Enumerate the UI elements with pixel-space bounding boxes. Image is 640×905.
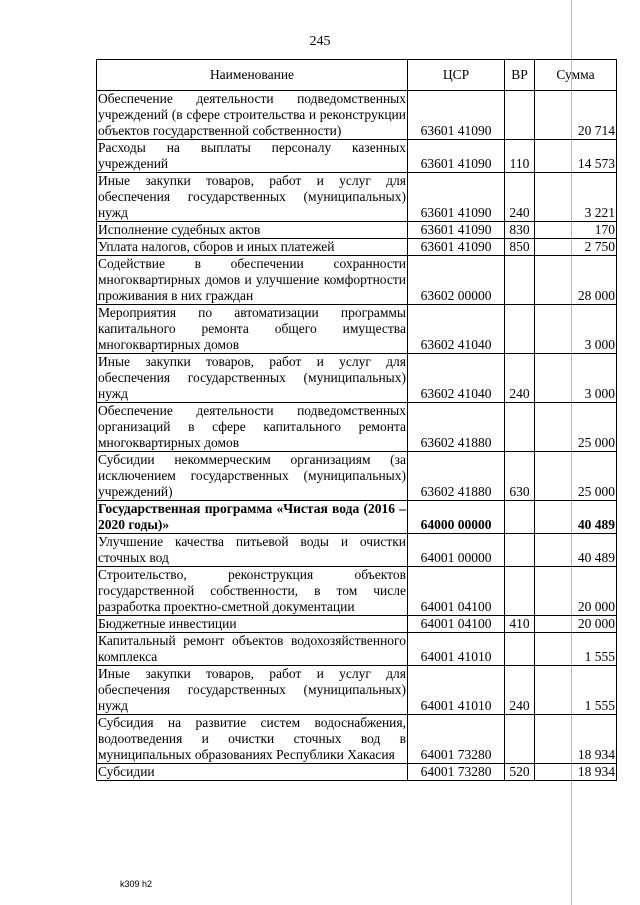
cell-vr bbox=[505, 501, 535, 534]
header-csr: ЦСР bbox=[408, 60, 505, 91]
cell-csr: 63602 41880 bbox=[408, 452, 505, 501]
cell-csr: 63602 00000 bbox=[408, 256, 505, 305]
cell-name: Иные закупки товаров, работ и услуг для обеспечения государственных (муниципальных) нужд bbox=[98, 173, 406, 220]
table-row bbox=[97, 354, 617, 403]
table-row bbox=[97, 173, 617, 222]
cell-sum: 40 489 bbox=[535, 534, 617, 567]
cell-name: Уплата налогов, сборов и иных платежей bbox=[97, 239, 408, 256]
cell-name: Содействие в обеспечении сохранности многоквартирных домов и улучшение комфортности проживания в них граждан bbox=[98, 256, 406, 303]
cell-name: Капитальный ремонт объектов водохозяйственного комплекса bbox=[98, 633, 406, 664]
cell-vr bbox=[505, 633, 535, 666]
table-row bbox=[97, 715, 617, 764]
cell-csr: 64000 00000 bbox=[408, 501, 505, 534]
cell-csr: 63601 41090 bbox=[408, 91, 505, 140]
table-row bbox=[97, 666, 617, 715]
cell-vr bbox=[505, 403, 535, 452]
budget-table bbox=[96, 59, 617, 781]
cell-vr bbox=[505, 91, 535, 140]
cell-sum: 3 221 bbox=[535, 173, 617, 222]
cell-sum: 40 489 bbox=[535, 501, 617, 534]
table-row bbox=[97, 452, 617, 501]
table-row bbox=[97, 764, 617, 781]
cell-csr: 64001 73280 bbox=[408, 715, 505, 764]
table-row bbox=[97, 403, 617, 452]
cell-name: Государственная программа «Чистая вода (2016 – 2020 годы)» bbox=[98, 501, 406, 532]
cell-name: Иные закупки товаров, работ и услуг для обеспечения государственных (муниципальных) нужд bbox=[98, 354, 406, 401]
cell-csr: 63601 41090 bbox=[408, 222, 505, 239]
cell-vr: 520 bbox=[505, 764, 535, 781]
cell-vr bbox=[505, 534, 535, 567]
header-sum: Сумма bbox=[535, 60, 617, 91]
cell-sum: 20 000 bbox=[535, 567, 617, 616]
table-row bbox=[97, 633, 617, 666]
cell-sum: 3 000 bbox=[535, 354, 617, 403]
cell-vr bbox=[505, 715, 535, 764]
cell-name: Бюджетные инвестиции bbox=[97, 616, 408, 633]
cell-vr: 240 bbox=[505, 354, 535, 403]
cell-vr: 110 bbox=[505, 140, 535, 173]
cell-csr: 63602 41880 bbox=[408, 403, 505, 452]
cell-vr: 240 bbox=[505, 666, 535, 715]
cell-name: Субсидии некоммерческим организациям (за исключением государственных (муниципальных) учреждений) bbox=[98, 452, 406, 499]
cell-name: Улучшение качества питьевой воды и очистки сточных вод bbox=[98, 534, 406, 565]
cell-name: Субсидия на развитие систем водоснабжения, водоотведения и очистки сточных вод в муниципальных образованиях Республики Хакасия bbox=[98, 715, 406, 762]
cell-sum: 25 000 bbox=[535, 403, 617, 452]
cell-vr: 830 bbox=[505, 222, 535, 239]
cell-csr: 64001 00000 bbox=[408, 534, 505, 567]
cell-sum: 1 555 bbox=[535, 666, 617, 715]
table-row bbox=[97, 222, 617, 239]
cell-sum: 14 573 bbox=[535, 140, 617, 173]
cell-vr bbox=[505, 567, 535, 616]
cell-name: Обеспечение деятельности подведомственных организаций в сфере капитального ремонта многоквартирных домов bbox=[98, 403, 406, 450]
cell-csr: 64001 41010 bbox=[408, 633, 505, 666]
cell-name: Расходы на выплаты персоналу казенных учреждений bbox=[98, 140, 406, 171]
cell-name: Иные закупки товаров, работ и услуг для обеспечения государственных (муниципальных) нужд bbox=[98, 666, 406, 713]
cell-vr bbox=[505, 256, 535, 305]
table-row bbox=[97, 305, 617, 354]
cell-csr: 64001 04100 bbox=[408, 616, 505, 633]
cell-csr: 63601 41090 bbox=[408, 140, 505, 173]
table-row bbox=[97, 567, 617, 616]
cell-csr: 63602 41040 bbox=[408, 305, 505, 354]
cell-sum: 20 000 bbox=[535, 616, 617, 633]
cell-sum: 2 750 bbox=[535, 239, 617, 256]
cell-vr bbox=[505, 305, 535, 354]
cell-name: Мероприятия по автоматизации программы капитального ремонта общего имущества многоквартирных домов bbox=[98, 305, 406, 352]
cell-sum: 28 000 bbox=[535, 256, 617, 305]
cell-csr: 63602 41040 bbox=[408, 354, 505, 403]
page-number: 245 bbox=[309, 34, 331, 49]
cell-vr: 410 bbox=[505, 616, 535, 633]
header-vr: ВР bbox=[505, 60, 535, 91]
table-row bbox=[97, 140, 617, 173]
header-name: Наименование bbox=[97, 60, 408, 91]
footer-code: k309 h2 bbox=[120, 879, 153, 889]
cell-sum: 18 934 bbox=[535, 715, 617, 764]
table-row bbox=[97, 616, 617, 633]
cell-sum: 170 bbox=[535, 222, 617, 239]
table-row bbox=[97, 501, 617, 534]
cell-vr: 240 bbox=[505, 173, 535, 222]
cell-vr: 630 bbox=[505, 452, 535, 501]
table-body bbox=[97, 91, 617, 781]
cell-sum: 25 000 bbox=[535, 452, 617, 501]
table-row bbox=[97, 239, 617, 256]
cell-csr: 63601 41090 bbox=[408, 173, 505, 222]
cell-sum: 1 555 bbox=[535, 633, 617, 666]
cell-sum: 18 934 bbox=[535, 764, 617, 781]
table-row bbox=[97, 91, 617, 140]
cell-name: Обеспечение деятельности подведомственных учреждений (в сфере строительства и реконструкции объектов государственной собственности) bbox=[98, 91, 406, 138]
cell-csr: 64001 04100 bbox=[408, 567, 505, 616]
cell-csr: 63601 41090 bbox=[408, 239, 505, 256]
cell-name: Строительство, реконструкция объектов государственной собственности, в том числе разработка проектно-сметной документации bbox=[98, 567, 406, 614]
table-row bbox=[97, 534, 617, 567]
cell-csr: 64001 73280 bbox=[408, 764, 505, 781]
cell-name: Субсидии bbox=[97, 764, 408, 781]
table-row bbox=[97, 256, 617, 305]
cell-sum: 20 714 bbox=[535, 91, 617, 140]
cell-name: Исполнение судебных актов bbox=[97, 222, 408, 239]
cell-sum: 3 000 bbox=[535, 305, 617, 354]
cell-vr: 850 bbox=[505, 239, 535, 256]
cell-csr: 64001 41010 bbox=[408, 666, 505, 715]
table-header-row bbox=[97, 60, 617, 91]
